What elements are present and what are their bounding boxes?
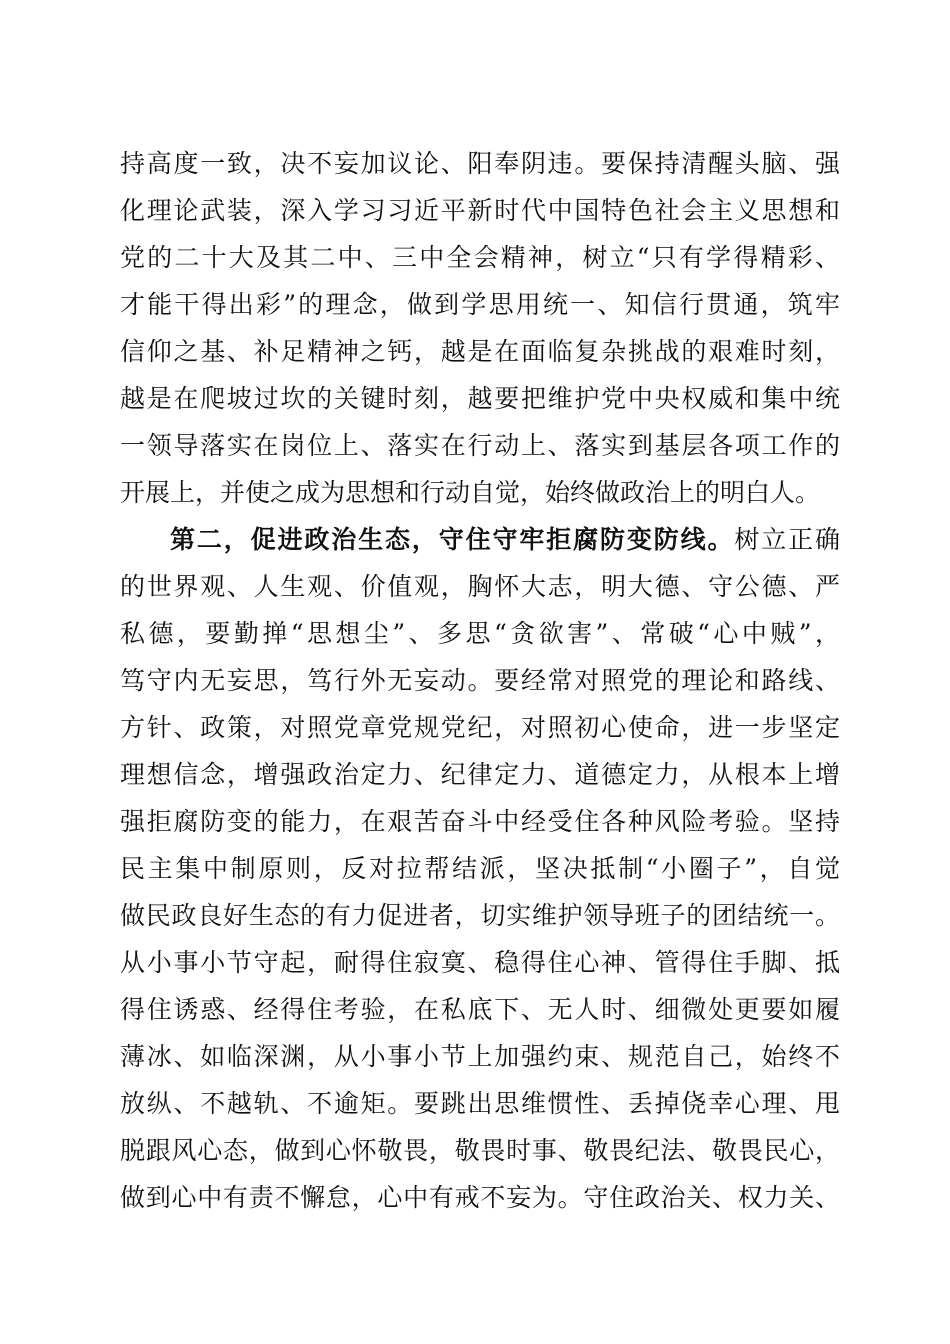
text-line: 笃守内无妄思，笃行外无妄动。要经常对照党的理论和路线、 — [120, 666, 840, 695]
text-line: 私德，要勤掸“思想尘”、多思“贪欲害”、常破“心中贼”， — [120, 619, 840, 648]
paragraph-heading-line — [120, 516, 840, 563]
text-line: 得住诱惑、经得住考验，在私底下、无人时、细微处更要如履 — [120, 995, 840, 1024]
text-line: 开展上，并使之成为思想和行动自觉，始终做政治上的明白人。 — [120, 478, 821, 507]
text-line: 才能干得出彩”的理念，做到学思用统一、知信行贯通，筑牢 — [120, 290, 840, 319]
text-line: 化理论武装，深入学习习近平新时代中国特色社会主义思想和 — [120, 196, 840, 225]
text-line: 党的二十大及其二中、三中全会精神，树立“只有学得精彩、 — [120, 243, 840, 272]
section-heading: 第二，促进政治生态，守住守牢拒腐防变防线。 — [170, 525, 735, 554]
text-line: 强拒腐防变的能力，在艰苦奋斗中经受住各种风险考验。坚持 — [120, 807, 840, 836]
text-line: 脱跟风心态，做到心怀敬畏，敬畏时事、敬畏纪法、敬畏民心， — [120, 1136, 840, 1165]
text-line: 从小事小节守起，耐得住寂寞、稳得住心神、管得住手脚、抵 — [120, 948, 840, 977]
text-line: 放纵、不越轨、不逾矩。要跳出思维惯性、丢掉侥幸心理、甩 — [120, 1089, 840, 1118]
paragraph-2 — [120, 516, 840, 1221]
text-line: 做到心中有责不懈怠，心中有戒不妄为。守住政治关、权力关、 — [120, 1183, 840, 1212]
text-line: 持高度一致，决不妄加议论、阳奉阴违。要保持清醒头脑、强 — [120, 149, 840, 178]
heading-line-rest: 树立正确 — [734, 525, 840, 554]
text-line: 信仰之基、补足精神之钙，越是在面临复杂挑战的艰难时刻， — [120, 337, 840, 366]
text-line: 民主集中制原则，反对拉帮结派，坚决抵制“小圈子”，自觉 — [120, 854, 840, 883]
body-text — [120, 140, 840, 1221]
text-line: 理想信念，增强政治定力、纪律定力、道德定力，从根本上增 — [120, 760, 840, 789]
paragraph-1 — [120, 140, 840, 516]
text-line: 越是在爬坡过坎的关键时刻，越要把维护党中央权威和集中统 — [120, 384, 840, 413]
text-line: 的世界观、人生观、价值观，胸怀大志，明大德、守公德、严 — [120, 572, 840, 601]
text-line: 一领导落实在岗位上、落实在行动上、落实到基层各项工作的 — [120, 431, 840, 460]
text-line: 薄冰、如临深渊，从小事小节上加强约束、规范自己，始终不 — [120, 1042, 840, 1071]
text-line: 做民政良好生态的有力促进者，切实维护领导班子的团结统一。 — [120, 901, 840, 930]
text-line: 方针、政策，对照党章党规党纪，对照初心使命，进一步坚定 — [120, 713, 840, 742]
